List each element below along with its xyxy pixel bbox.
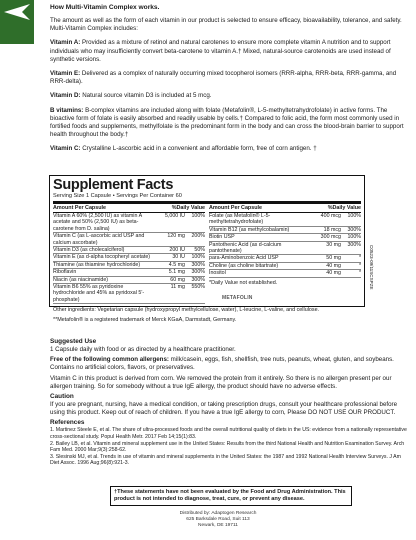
nutrient-amount: 60 mg (170, 276, 185, 283)
allergens-text: milk/casein, eggs, fish, shellfish, tree nuts, peanuts, wheat, gluten, and soybeans. Contains no artificial colors, flavors, or preservatives. (50, 356, 394, 372)
nutrient-amount: 200 IU (169, 247, 185, 254)
nutrient-dv: 300% (191, 261, 205, 268)
vitamin-e-text: Delivered as a complex of naturally occurring mixed tocopherol isomers (RRR-alpha, RRR-beta, RRR-gamma, and RRR-delta). (50, 70, 397, 86)
nutrient-dv: 300% (191, 269, 205, 276)
nutrient-amount: 30 IU (172, 254, 185, 261)
nutrient-row (53, 233, 205, 247)
nutrient-amount: 50 mg (326, 255, 341, 262)
vitamin-e-label: Vitamin E: (50, 70, 81, 78)
nutrient-amount: 30 mg (326, 241, 341, 248)
nutrient-dv: * (358, 270, 361, 277)
nutrient-row (53, 284, 205, 304)
vitamin-e-paragraph (50, 70, 408, 86)
nutrient-row (209, 255, 361, 262)
distributor-info (0, 511, 416, 529)
fda-disclaimer: †These statements have not been evaluated by the Food and Drug Administration. This product is not intended to diagnose, treat, cure, or prevent any disease. (110, 486, 352, 506)
facts-title: Supplement Facts (53, 177, 174, 193)
nutrient-row (53, 247, 205, 254)
nutrient-name: Vitamin E (as d-alpha tocopheryl acetate) (53, 254, 151, 261)
facts-left-header (53, 205, 205, 213)
nutrient-dv: 100% (191, 213, 205, 219)
allergens-label: Free of the following common allergens: (50, 356, 169, 364)
nutrient-dv: 200% (191, 233, 205, 240)
nutrient-amount: 18 mcg (323, 226, 341, 233)
b-vitamins-text: B-complex vitamins are included along with folate (Metafolin®, L-5-methyltetrahydrofolate) in active forms. The bioactive form of folate is easily absorbed and readily usable by cells.† Compared to folic acid, the form most commonly used in fortified foods and supplements, methylfolate is the predominant form in the body and can cross the blood-brain barrier to support health throughout the body.† (50, 106, 404, 139)
facts-columns (53, 205, 361, 304)
nutrient-row (209, 263, 361, 270)
nutrient-dv: 100% (347, 213, 361, 219)
reference-item: 2. Bailey LB, et al. Vitamin and mineral supplement use in the United States: Results from the third National Health and Nutrition Examination Survey. Arch Fam Med. 2000 Mar;9(3):258-62. (50, 440, 405, 454)
b-vitamins-label: B vitamins: (50, 106, 84, 114)
nutrient-name: Folate (as Metafolin® L-5-methyltetrahydrofolate) (209, 213, 271, 226)
vitamin-c-text: Crystalline L-ascorbic acid in a convenient and affordable form, free of corn antigen. † (80, 145, 317, 153)
suggested-use-title: Suggested Use (50, 338, 97, 345)
supplement-facts-panel (49, 175, 365, 324)
vitamin-c-label: Vitamin C: (50, 145, 81, 153)
vitamin-a-text: Provided as a mixture of retinol and natural carotenes to ensure more complete vitamin A nutrition and to support individuals who may insufficiently convert beta-carotene to vitamin A.† Mixed, natural-source carotenoids are used instead of synthetic versions. (50, 39, 391, 63)
nutrient-amount: 120 mg (167, 233, 185, 240)
product-code-text: C0523-09/11SCSPZE (369, 245, 374, 290)
nutrient-dv: 100% (347, 234, 361, 241)
nutrient-name: Vitamin B12 (as methylcobalamin) (209, 226, 290, 233)
references (50, 419, 408, 467)
nutrient-row (209, 234, 361, 241)
nutrient-name: Vitamin C (as L-ascorbic acid USP and calcium ascorbate) (53, 233, 145, 246)
references-title: References (50, 419, 85, 427)
nutrient-name: Vitamin A 60% (2,500 IU) as vitamin A acetate and 50% (2,500 IU) as beta-carotene from D. salina) (53, 213, 142, 232)
dv-note: *Daily Value not established. (209, 279, 278, 286)
amount-header: Amount Per Capsule (53, 205, 107, 211)
facts-right-header (209, 205, 361, 213)
nutrient-name: Choline (as choline bitartrate) (209, 262, 279, 269)
nutrient-dv: 100% (191, 254, 205, 261)
nutrient-name: Vitamin D3 (as cholecalciferol) (53, 247, 125, 254)
vitamin-a-paragraph (50, 39, 408, 64)
dv-header: %Daily Value (327, 205, 361, 211)
trademark-note: **Metafolin® is a registered trademark of Merck KGaA, Darmstadt, Germany. (53, 317, 237, 324)
nutrient-dv: * (358, 255, 361, 262)
corn-note: Vitamin C in this product is derived from corn. We removed the protein from it entirely. So there is no allergen present per our allergen training. So for somebody without a true IgE allergy, the product should have no adverse effects. (50, 374, 392, 390)
nutrient-row (53, 262, 205, 269)
nutrient-row (53, 277, 205, 284)
nutrient-row (209, 242, 361, 256)
vitamin-d-paragraph (50, 92, 408, 100)
intro-paragraph: The amount as well as the form of each vitamin in our product is selected to ensure efficacy, bioavailability, tolerance, and safety. Multi-Vitamin Complex includes: (50, 17, 402, 33)
nutrient-row (209, 270, 361, 277)
distributor-city: Newark, DE 19711 (198, 523, 238, 528)
vitamin-a-label: Vitamin A: (50, 39, 81, 47)
metafolin-logo: METAFOLIN (222, 295, 253, 301)
nutrient-amount: 300 mcg (320, 234, 341, 241)
nutrient-name: Pantothenic Acid (as d-calcium pantothenate) (209, 241, 282, 255)
nutrient-dv: 300% (347, 226, 361, 233)
nutrient-name: Thiamine (as thiamine hydrochloride) (53, 261, 141, 268)
nutrient-amount: 5.1 mg (168, 269, 185, 276)
nutrient-amount: 400 mcg (320, 213, 341, 219)
distributor-name: Distributed by: Adaptogen Research (179, 511, 257, 516)
right-rows (209, 213, 361, 278)
serving-info: Serving Size 1 Capsule • Servings Per Container 60 (53, 193, 361, 204)
nutrient-amount: 11 mg (170, 284, 185, 291)
distributor-street: 625 Barksdale Road, Suit 113 (186, 517, 250, 522)
nutrient-name: Inositol (209, 270, 226, 277)
amount-header: Amount Per Capsule (209, 205, 263, 211)
facts-left-column (53, 205, 205, 304)
nutrient-name: Vitamin B6 55% as pyridoxine hydrochloride and 45% as pyridoxal 5'-phosphate) (53, 284, 145, 303)
reference-item: 3. Slesinski MJ, et al. Trends in use of vitamin and mineral supplements in the United States: the 1987 and 1992 National Health Interview Surveys. J Am Diet Assoc. 1996 Aug;96(8):921-3. (50, 453, 401, 467)
nutrient-dv: 550% (191, 284, 205, 291)
nutrient-dv: * (358, 262, 361, 269)
caution-text: If you are pregnant, nursing, have a medical condition, or taking prescription drugs, consult your healthcare professional before using this product. Keep out of reach of children. If you have a true IgE allergy to corn, Please DO NOT USE OUR PRODUCT. (50, 401, 398, 417)
product-code (367, 245, 375, 290)
nutrient-amount: 5,000 IU (164, 213, 185, 219)
reference-item: 1. Martinez Steele E, et al. The share of ultra-processed foods and the overall nutritional quality of diets in the US: evidence from a nationally representative cross-sectional study. Popul Health Metr. 2017 Feb 14;15(1):83. (50, 427, 407, 441)
nutrient-row (53, 213, 205, 233)
nutrient-amount: 40 mg (326, 262, 341, 269)
b-vitamins-paragraph (50, 107, 408, 140)
facts-right-column (209, 205, 361, 304)
nutrient-row (209, 213, 361, 227)
other-ingredients: Other ingredients: Vegetarian capsule (hydroxypropyl methylcellulose, water), L-leucine, L-valine, and cellulose. (53, 307, 320, 314)
nutrient-row (53, 254, 205, 261)
nutrient-name: Riboflavin (53, 269, 77, 276)
nutrient-row (53, 269, 205, 276)
intro-section (50, 3, 408, 160)
nutrient-name: Niacin (as niacinamide) (53, 276, 109, 283)
nutrient-name: para-Aminobenzoic Acid USP (209, 255, 279, 262)
brand-logo (0, 0, 34, 44)
dv-header: %Daily Value (171, 205, 205, 211)
caution-title: Caution (50, 393, 74, 401)
nutrient-dv: 50% (194, 247, 205, 254)
nutrient-dv: 300% (191, 276, 205, 283)
allergens-paragraph (50, 356, 408, 372)
nutrient-row (209, 227, 361, 234)
suggested-use-text: 1 Capsule daily with food or as directed by a healthcare practitioner. (50, 346, 236, 353)
vitamin-d-label: Vitamin D: (50, 92, 81, 100)
nutrient-dv: 300% (347, 241, 361, 248)
nutrient-amount: 4.5 mg (168, 261, 185, 268)
arrow-logo-icon (4, 4, 30, 20)
vitamin-c-paragraph (50, 145, 408, 153)
nutrient-name: Biotin USP (209, 234, 235, 241)
usage-section (50, 338, 408, 467)
vitamin-d-text: Natural source vitamin D3 is included at 5 mcg. (80, 92, 212, 100)
intro-title: How Multi-Vitamin Complex works. (50, 4, 160, 11)
nutrient-amount: 40 mg (326, 270, 341, 277)
